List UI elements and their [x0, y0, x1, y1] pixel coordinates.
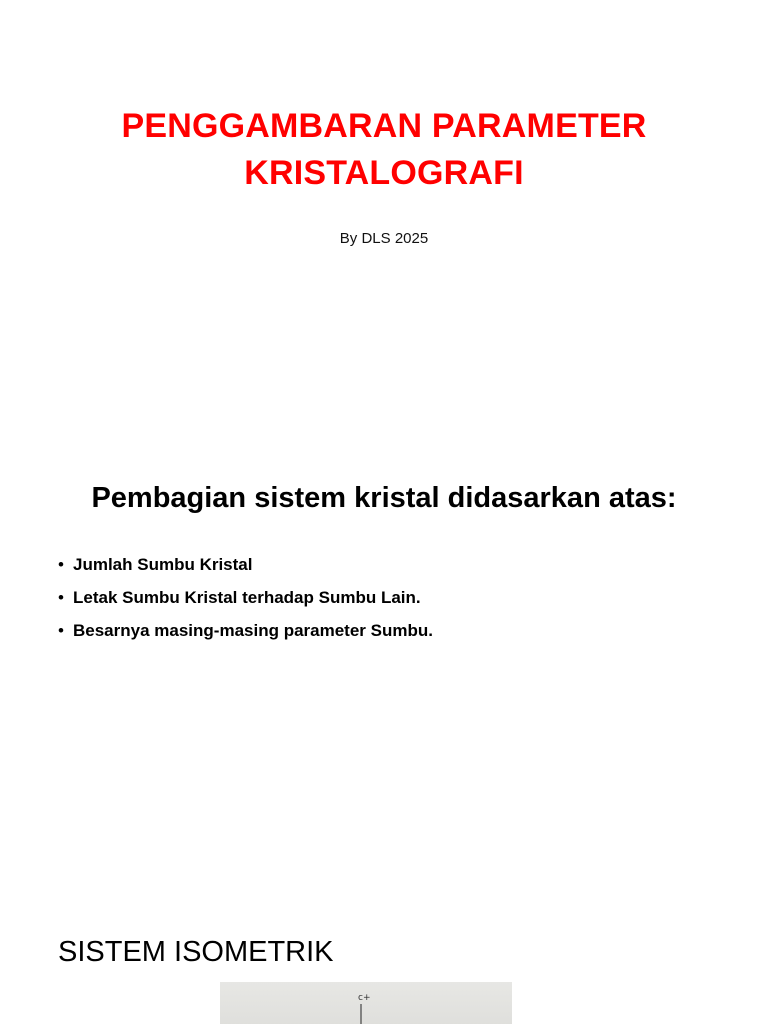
list-item-text: Letak Sumbu Kristal terhadap Sumbu Lain.: [73, 588, 421, 607]
bullet-icon: •: [58, 555, 64, 574]
list-item-text: Jumlah Sumbu Kristal: [73, 555, 253, 574]
axis-label: c+: [358, 993, 371, 1003]
slide-isometric-system: [0, 840, 768, 1024]
title-line-2: KRISTALOGRAFI: [244, 153, 524, 192]
axis-sketch-photo: [220, 982, 512, 1024]
page-title: [0, 103, 768, 197]
byline: By DLS 2025: [339, 230, 429, 247]
axis-sketch: [220, 982, 512, 1024]
slide-heading: SISTEM ISOMETRIK: [58, 936, 334, 969]
slide-title: [0, 0, 768, 410]
list-item: [58, 581, 433, 614]
list-item: [58, 614, 433, 647]
title-line-1: PENGGAMBARAN PARAMETER: [121, 106, 647, 145]
list-item-text: Besarnya masing-masing parameter Sumbu.: [73, 621, 433, 640]
list-item: [58, 548, 433, 581]
bullet-list: [58, 548, 433, 647]
slide-crystal-system-basis: [0, 410, 768, 840]
bullet-icon: •: [58, 621, 64, 640]
bullet-icon: •: [58, 588, 64, 607]
slide-heading: Pembagian sistem kristal didasarkan atas:: [91, 482, 677, 515]
